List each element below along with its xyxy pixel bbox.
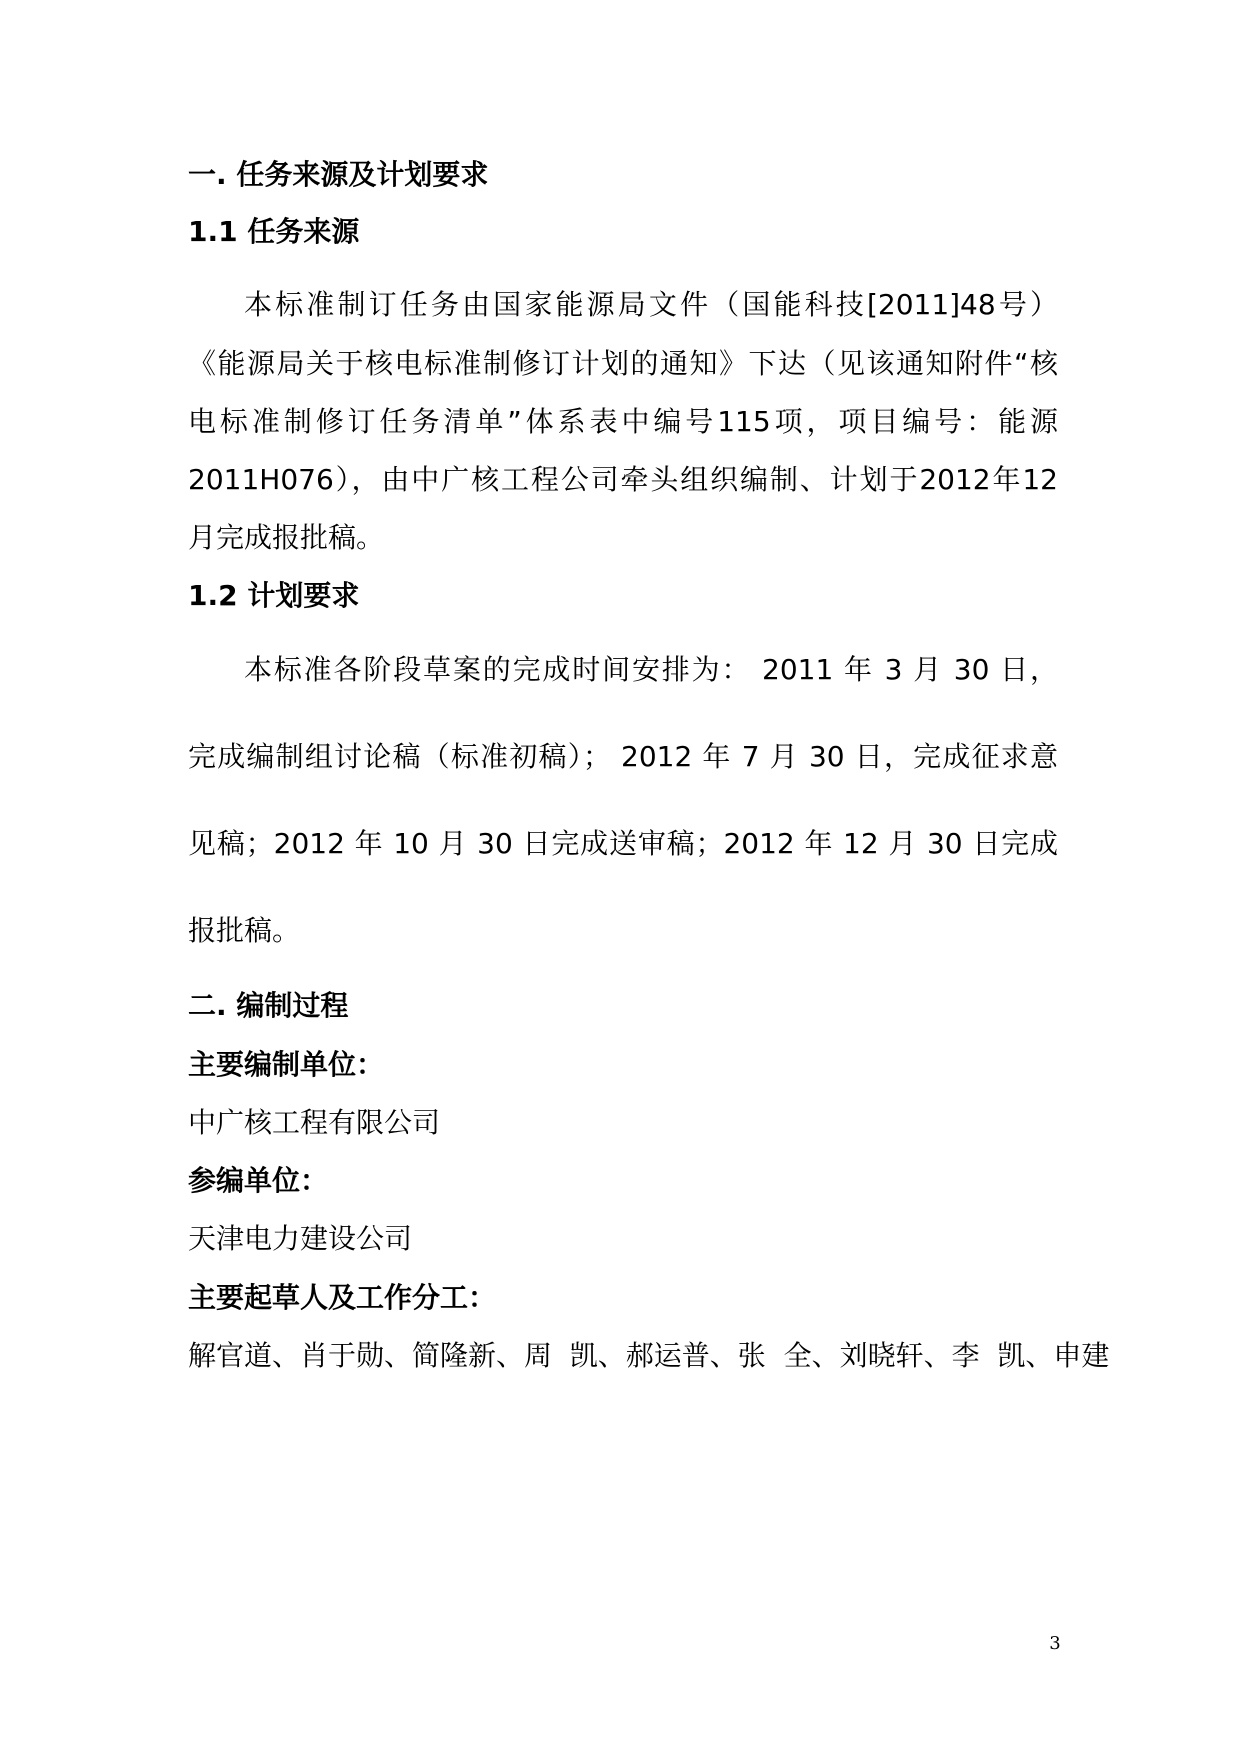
drafters-line: 解官道、肖于勋、简隆新、周 凯、郝运普、张 全、刘晓轩、李 凯、申建 (188, 1339, 1110, 1372)
paragraph-line: 本标准各阶段草案的完成时间安排为： 2011 年 3 月 30 日， (244, 653, 1058, 686)
drafters-label: 主要起草人及工作分工： (188, 1281, 497, 1314)
section-1-heading: 一. 任务来源及计划要求 (188, 158, 489, 191)
paragraph-line: 电标准制修订任务清单”体系表中编号115项，项目编号：能源 (188, 405, 1058, 438)
page-number: 3 (1049, 1633, 1061, 1654)
section-2-heading: 二. 编制过程 (188, 989, 349, 1022)
participating-unit-label: 参编单位： (188, 1164, 329, 1197)
paragraph-line: 完成编制组讨论稿（标准初稿）； 2012 年 7 月 30 日，完成征求意 (188, 740, 1058, 773)
paragraph-line: 见稿；2012 年 10 月 30 日完成送审稿；2012 年 12 月 30 日完成 (188, 827, 1058, 860)
main-unit-value: 中广核工程有限公司 (188, 1106, 441, 1139)
participating-unit-value: 天津电力建设公司 (188, 1222, 413, 1255)
paragraph-line: 《能源局关于核电标准制修订计划的通知》下达（见该通知附件“核 (188, 347, 1058, 380)
subsection-1-2-heading: 1.2 计划要求 (188, 579, 360, 612)
paragraph-line: 2011H076），由中广核工程公司牵头组织编制、计划于2012年12 (188, 463, 1058, 496)
paragraph-line: 月完成报批稿。 (188, 521, 385, 554)
subsection-1-1-heading: 1.1 任务来源 (188, 215, 360, 248)
main-unit-label: 主要编制单位： (188, 1048, 385, 1081)
paragraph-line: 本标准制订任务由国家能源局文件（国能科技[2011]48号） (244, 288, 1058, 321)
paragraph-line: 报批稿。 (188, 914, 301, 947)
